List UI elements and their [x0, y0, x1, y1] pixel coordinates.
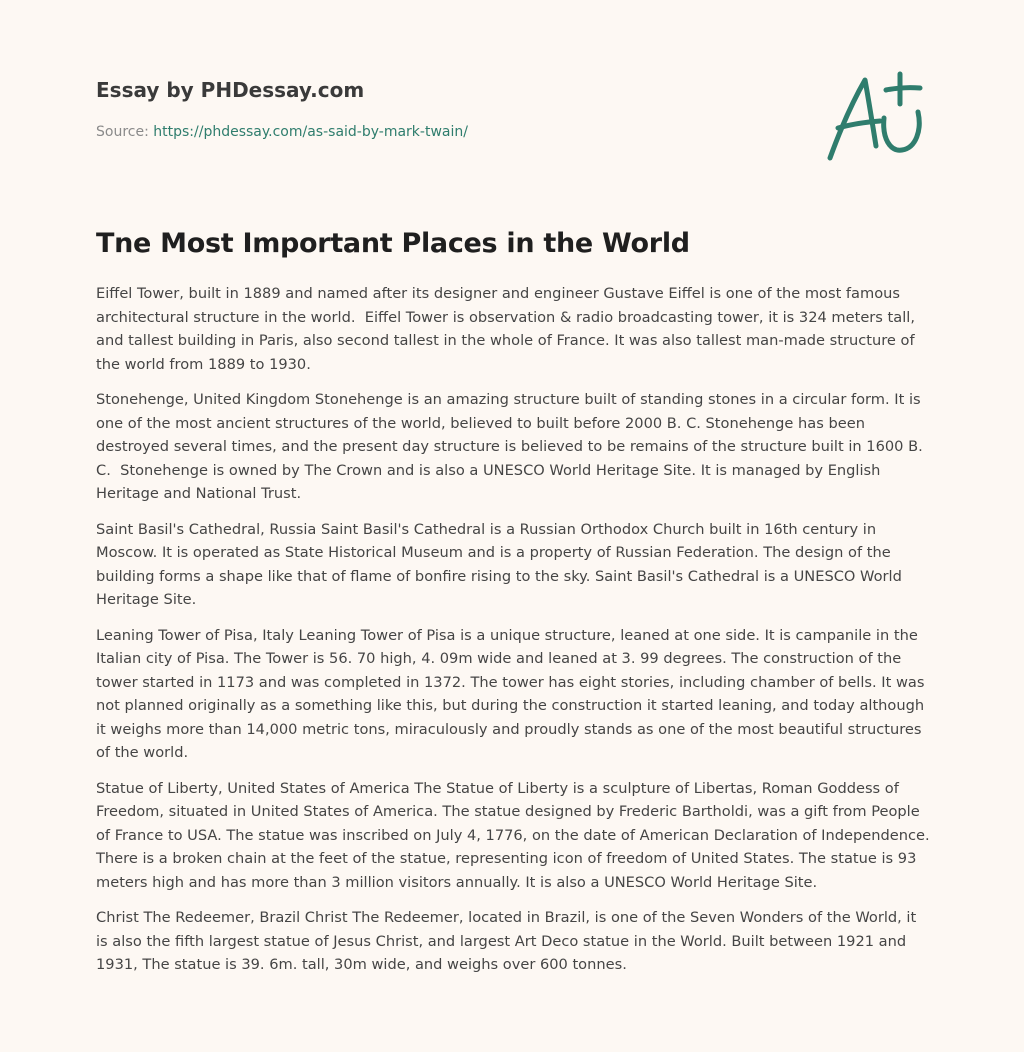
essay-paragraph: Stonehenge, United Kingdom Stonehenge is an amazing structure built of standing stones in a circular form. It is one of the most ancient structures of the world, believed to built before 2000 B. C. Stonehenge has been destroyed several times, and the present day structure is believed to be remains of the structure built in 1600 B. C. Stonehenge is owned by The Crown and is also a UNESCO World Heritage Site. It is managed by English Heritage and National Trust. [96, 391, 928, 502]
essay-paragraph: Saint Basil's Cathedral, Russia Saint Basil's Cathedral is a Russian Orthodox Church built in 16th century in Moscow. It is operated as State Historical Museum and is a property of Russian Federation. The design of the building forms a shape like that of flame of bonfire rising to the sky. Saint Basil's Cathedral is a UNESCO World Heritage Site. [96, 520, 907, 608]
essay-paragraph: Christ The Redeemer, Brazil Christ The Redeemer, located in Brazil, is one of the Seven Wonders of the World, it is also the fifth largest statue of Jesus Christ, and largest Art Deco statue in the World. Built between 1921 and 1931, The statue is 39. 6m. tall, 30m wide, and weighs over 600 tonnes. [96, 909, 921, 973]
source-label: Source: [96, 124, 154, 140]
essay-paragraph: Leaning Tower of Pisa, Italy Leaning Tower of Pisa is a unique structure, leaned at one side. It is campanile in the Italian city of Pisa. The Tower is 56. 70 high, 4. 09m wide and leaned at 3. 99 degrees. The construction of the tower started in 1173 and was completed in 1372. The tower has eight stories, including chamber of bells. It was not planned originally as a something like this, but during the construction it started leaning, and today although it weighs more than 14,000 metric tons, miraculously and proudly stands as one of the most beautiful structures of the world. [96, 626, 930, 761]
a-plus-grade-icon [820, 66, 930, 166]
source-line [96, 122, 796, 142]
essay-paragraph: Statue of Liberty, United States of America The Statue of Liberty is a sculpture of Libertas, Roman Goddess of Freedom, situated in United States of America. The statue designed by Frederic Bartholdi, was a gift from People of France to USA. The statue was inscribed on July 4, 1776, on the date of American Declaration of Independence. There is a broken chain at the feet of the statue, representing icon of freedom of United States. The statue is 93 meters high and has more than 3 million visitors annually. It is also a UNESCO World Heritage Site. [96, 779, 935, 891]
site-brand: Essay by PHDessay.com [96, 78, 365, 102]
source-link[interactable]: https://phdessay.com/as-said-by-mark-twain/ [153, 124, 468, 140]
essay-title: Tne Most Important Places in the World [96, 228, 690, 259]
essay-article [96, 226, 935, 989]
essay-header [96, 76, 796, 142]
essay-paragraph: Eiffel Tower, built in 1889 and named after its designer and engineer Gustave Eiffel is one of the most famous architectural structure in the world. Eiffel Tower is observation & radio broadcasting tower, it is 324 meters tall, and tallest building in Paris, also second tallest in the whole of France. It was also tallest man-made structure of the world from 1889 to 1930. [96, 285, 920, 373]
